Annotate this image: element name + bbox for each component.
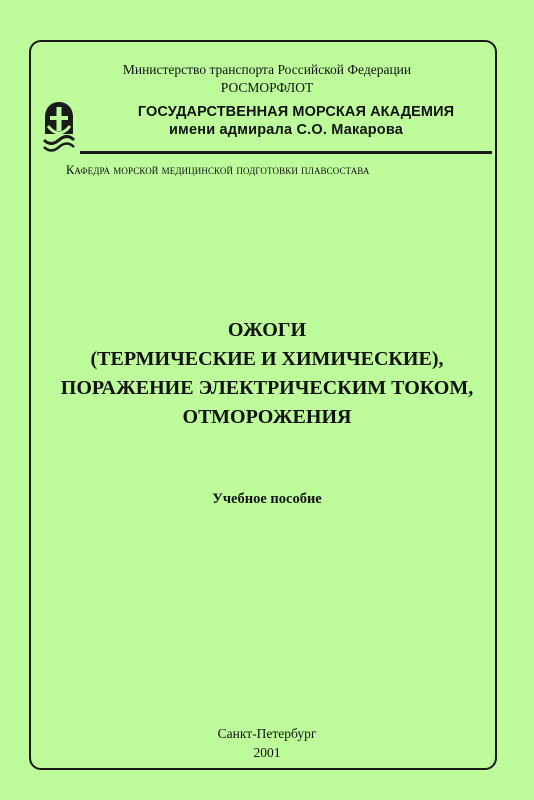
ministry-name: Министерство транспорта Российской Федерации — [122, 62, 412, 77]
title-line: ПОРАЖЕНИЕ ЭЛЕКТРИЧЕСКИМ ТОКОМ, — [60, 377, 474, 399]
book-title — [0, 316, 534, 432]
academy-dedication: имени адмирала С.О. Макарова — [168, 122, 404, 138]
agency-name: РОСМОРФЛОТ — [220, 80, 314, 95]
academy-name: ГОСУДАРСТВЕННАЯ МОРСКАЯ АКАДЕМИЯ — [137, 104, 455, 120]
academy-emblem-icon — [42, 100, 76, 152]
publication-year: 2001 — [253, 745, 281, 760]
publication-city: Санкт-Петербург — [217, 726, 317, 741]
header-divider — [80, 151, 492, 154]
book-subtitle: Учебное пособие — [212, 491, 322, 507]
title-line: ОЖОГИ — [227, 319, 307, 341]
title-line: (ТЕРМИЧЕСКИЕ И ХИМИЧЕСКИЕ), — [90, 348, 444, 370]
department-name: Кафедра морской медицинской подготовки плавсостава — [66, 163, 370, 177]
title-line: ОТМОРОЖЕНИЯ — [182, 406, 352, 428]
